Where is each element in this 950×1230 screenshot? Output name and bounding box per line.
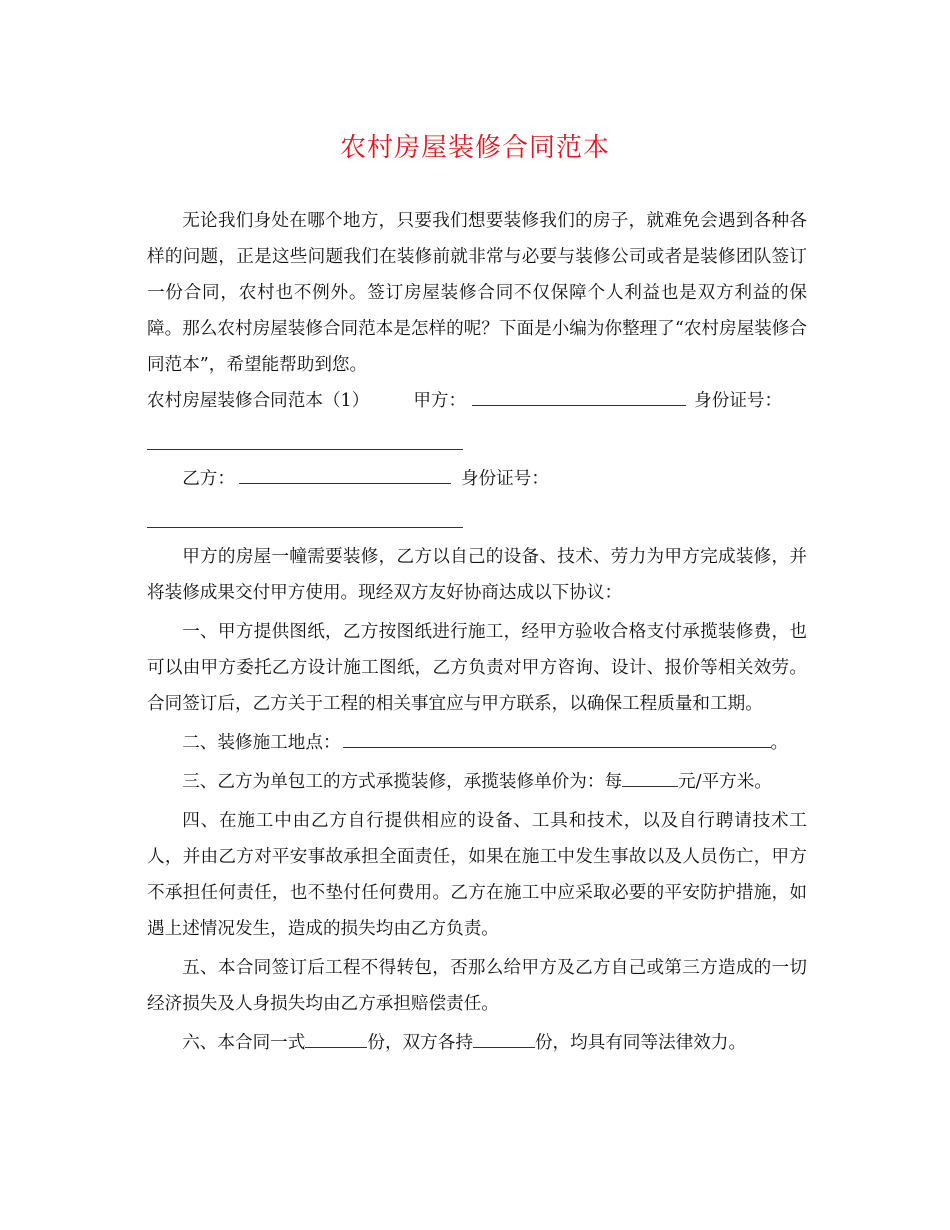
clause-2 bbox=[147, 725, 807, 761]
address-blank bbox=[343, 746, 771, 748]
party-b-label: 乙方： bbox=[182, 469, 235, 489]
document-body bbox=[147, 203, 807, 1061]
clause-4: 四、在施工中由乙方自行提供相应的设备、工具和技术，以及自行聘请技术工人，并由乙方对平安事故承担全面责任，如果在施工中发生事故以及人员伤亡，甲方不承担任何责任，也不垫付任何费用。乙方在施工中应采取必要的平安防护措施，如遇上述情况发生，造成的损失均由乙方负责。 bbox=[147, 811, 807, 939]
id-label-a: 身份证号： bbox=[694, 391, 783, 411]
party-a-line bbox=[147, 383, 807, 419]
clause-2-label: 二、装修施工地点： bbox=[182, 733, 341, 753]
intro-paragraph: 无论我们身处在哪个地方，只要我们想要装修我们的房子，就难免会遇到各种各样的问题，正是这些问题我们在装修前就非常与必要与装修公司或者是装修团队签订一份合同，农村也不例外。签订房屋装修合同不仅保障个人利益也是双方利益的保障。那么农村房屋装修合同范本是怎样的呢？下面是小编为你整理了“农村房屋装修合同范本”，希望能帮助到您。 bbox=[147, 211, 807, 375]
sample-label: 农村房屋装修合同范本（1） bbox=[147, 391, 370, 411]
document-title: 农村房屋装修合同范本 bbox=[339, 133, 610, 163]
party-b-id-blank bbox=[147, 526, 463, 528]
clause-3-text-a: 三、乙方为单包工的方式承揽装修，承揽装修单价为：每 bbox=[182, 772, 623, 792]
clause-5: 五、本合同签订后工程不得转包，否那么给甲方及乙方自己或第三方造成的一切经济损失及人身损失均由乙方承担赔偿责任。 bbox=[147, 958, 807, 1014]
clause-6-text-b: 份，双方各持 bbox=[367, 1033, 473, 1053]
clause-1: 一、甲方提供图纸，乙方按图纸进行施工，经甲方验收合格支付承揽装修费，也可以由甲方委托乙方设计施工图纸，乙方负责对甲方咨询、设计、报价等相关效劳。合同签订后，乙方关于工程的相关事宜应与甲方联系，以确保工程质量和工期。 bbox=[147, 622, 807, 714]
party-a-blank bbox=[472, 404, 686, 406]
preamble-paragraph: 甲方的房屋一幢需要装修，乙方以自己的设备、技术、劳力为甲方完成装修，并将装修成果交付甲方使用。现经双方友好协商达成以下协议： bbox=[147, 547, 807, 603]
id-label-b: 身份证号： bbox=[460, 469, 549, 489]
clause-3-text-b: 元/平方米。 bbox=[678, 772, 772, 792]
party-a-label: 甲方： bbox=[413, 391, 467, 411]
party-a-id-blank-row bbox=[147, 422, 807, 458]
clause-6-text-c: 份，均具有同等法律效力。 bbox=[534, 1033, 747, 1053]
clause-6 bbox=[147, 1025, 807, 1061]
copies-blank bbox=[305, 1046, 367, 1048]
party-a-id-blank bbox=[147, 448, 463, 450]
clause-2-end: 。 bbox=[770, 733, 789, 753]
party-b-id-blank-row bbox=[147, 500, 807, 536]
clause-6-text-a: 六、本合同一式 bbox=[182, 1033, 306, 1053]
party-b-line bbox=[147, 461, 807, 497]
unit-price-blank bbox=[622, 785, 678, 787]
copies-each-blank bbox=[473, 1046, 535, 1048]
party-b-blank bbox=[239, 482, 451, 484]
clause-3 bbox=[147, 764, 807, 800]
